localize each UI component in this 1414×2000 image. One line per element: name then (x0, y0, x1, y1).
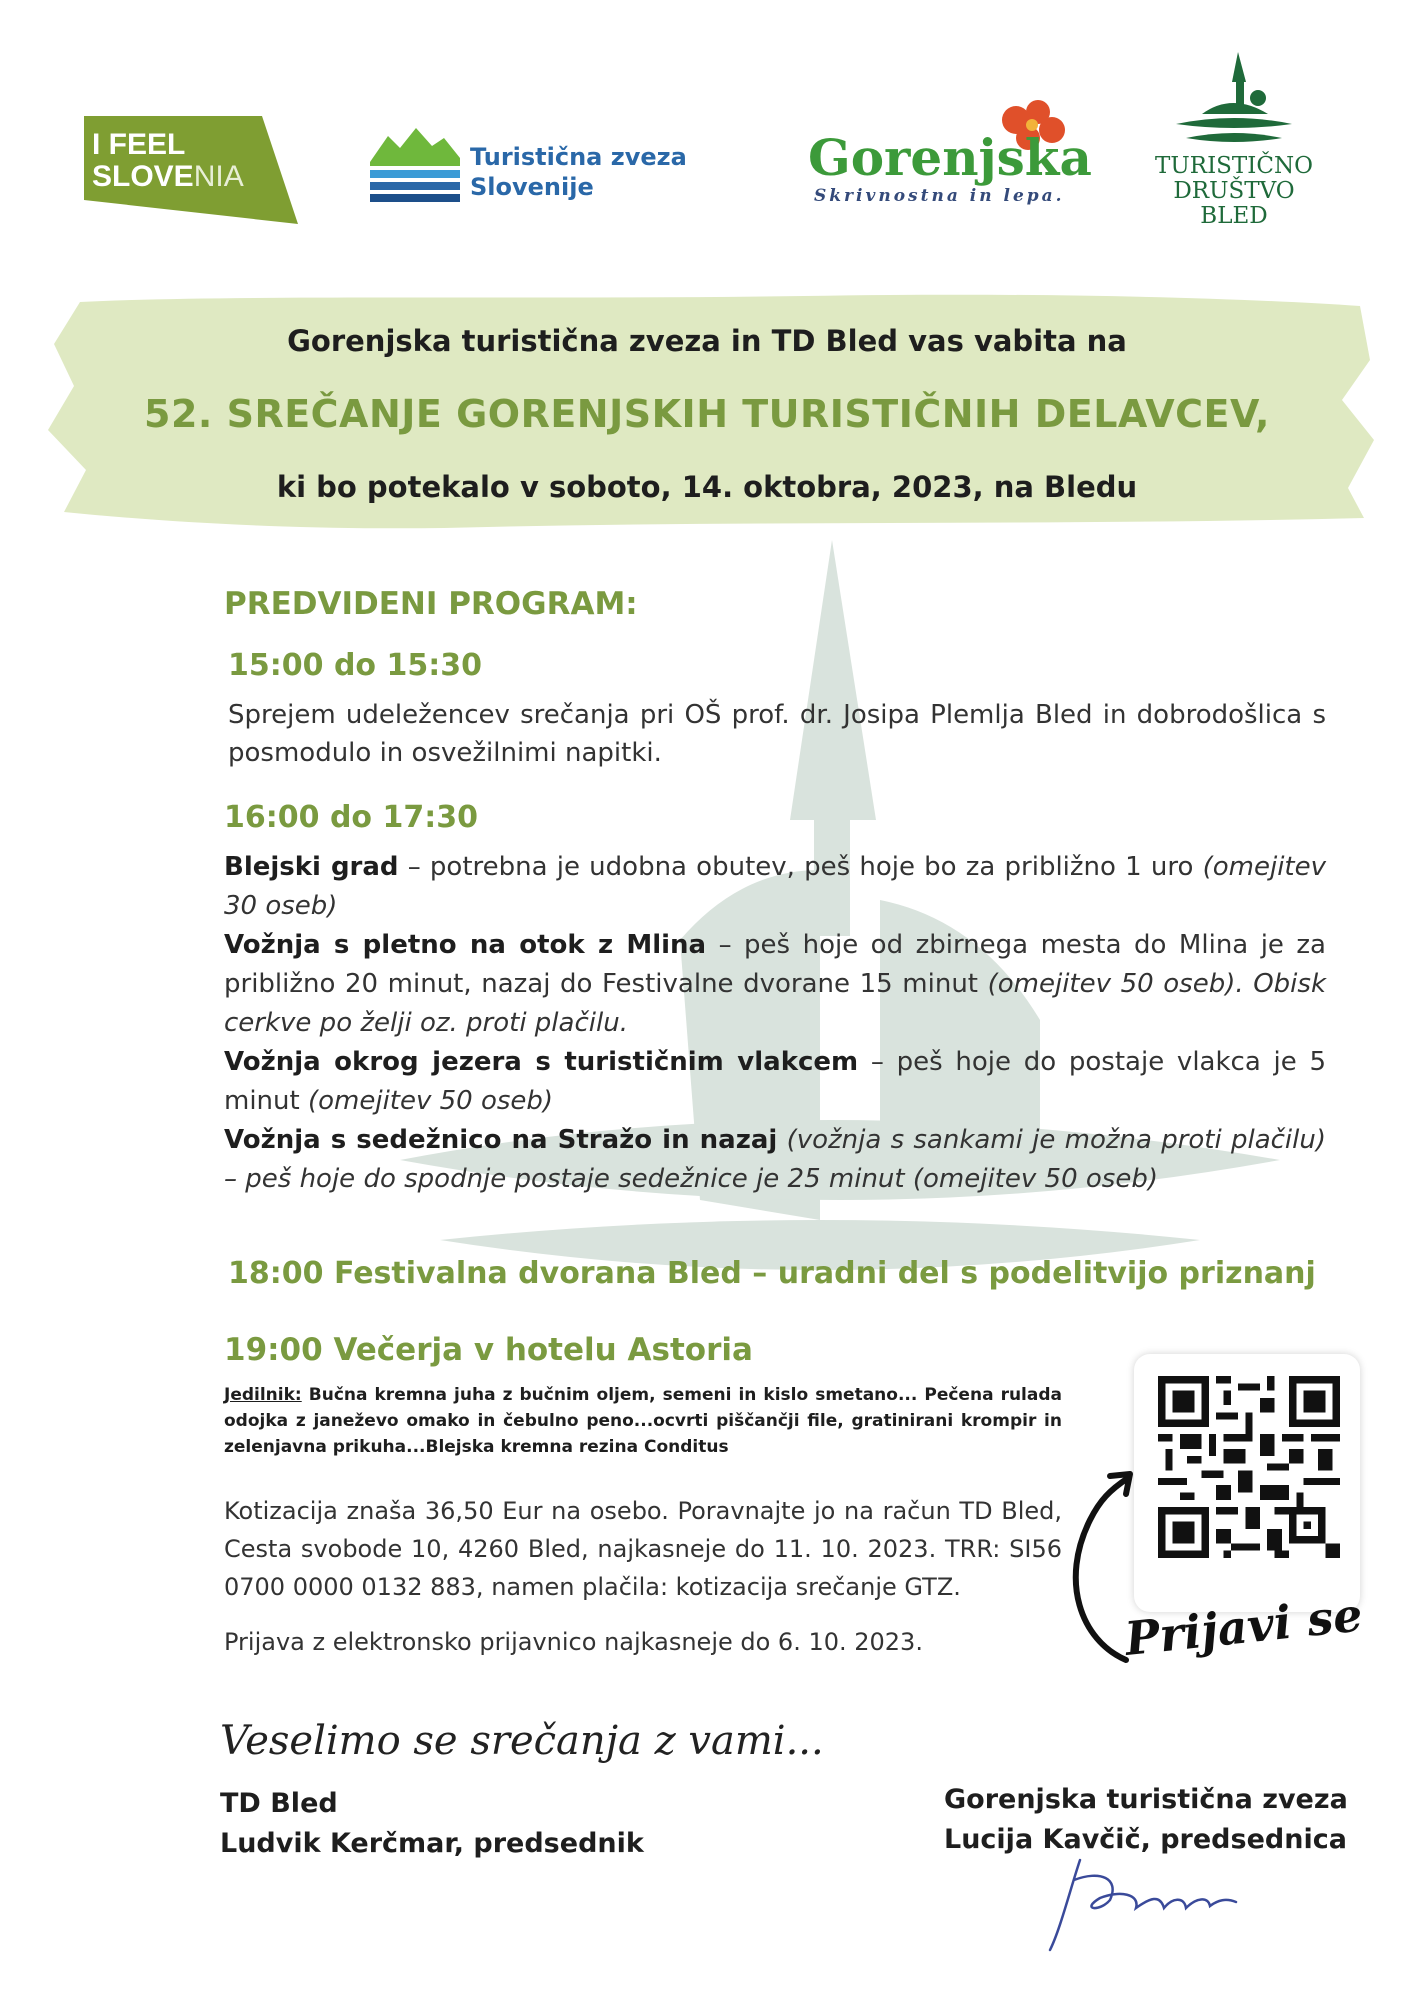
signatory-right-person: Lucija Kavčič, predsednica (944, 1824, 1347, 1855)
tzs-line2: Slovenije (470, 173, 594, 201)
svg-text:I FEEL: I FEEL (92, 128, 186, 161)
signatory-left-person: Ludvik Kerčmar, predsednik (220, 1828, 644, 1859)
activity-list (224, 848, 1326, 1199)
registration-deadline: Prijava z elektronsko prijavnico najkasneje do 6. 10. 2023. (224, 1628, 923, 1656)
time-slot-2: 16:00 do 17:30 (224, 800, 478, 835)
time-slot-1: 15:00 do 15:30 (228, 648, 482, 683)
banner-date-line: ki bo potekalo v soboto, 14. oktobra, 2023, na Bledu (276, 470, 1138, 504)
td-line3: BLED (1200, 203, 1268, 229)
dinner-menu (224, 1382, 1062, 1460)
register-link[interactable] (1122, 1587, 1388, 1686)
banner-event-title: 52. SREČANJE GORENJSKIH TURISTIČNIH DELAVCEV, (144, 392, 1270, 436)
td-line2: DRUŠTVO (1173, 178, 1295, 204)
handwritten-signature (1040, 1850, 1260, 1960)
i-feel-slovenia-logo (84, 116, 298, 224)
time-slot-4: 19:00 Večerja v hotelu Astoria (224, 1332, 753, 1368)
signatory-right (944, 1780, 1348, 1860)
activity-item: Vožnja s sedežnico na Stražo in nazaj (vožnja s sankami je možna proti plačilu) – peš hoje do spodnje postaje sedežnice je 25 minut (omejitev 50 oseb) (224, 1125, 1327, 1194)
banner-invite-line: Gorenjska turistična zveza in TD Bled vas vabita na (287, 324, 1127, 358)
gorenjska-word: Gorenjska (808, 128, 1092, 187)
time-slot-1-text: Sprejem udeležencev srečanja pri OŠ prof. dr. Josipa Plemlja Bled in dobrodošlica s posmodulo in osvežilnimi napitki. (228, 700, 1326, 768)
td-line1: TURISTIČNO (1155, 153, 1313, 179)
menu-text: Bučna kremna juha z bučnim oljem, semeni in kislo smetano... Pečena rulada odojka z janeževo omako in čebulno peno...ocvrti piščančji file, gratinirani krompir in zelenjavna prikuha...Blejska kremna rezina Conditus (224, 1385, 1062, 1457)
signatory-left (220, 1784, 644, 1864)
bled-island-icon (1172, 52, 1296, 150)
register-label: Prijavi se (1122, 1587, 1365, 1666)
tzs-line1: Turistična zveza (470, 143, 687, 171)
greeting: Veselimo se srečanja z vami... (220, 1718, 824, 1764)
turisticna-zveza-slovenije-logo (370, 126, 700, 206)
menu-label: Jedilnik: (224, 1385, 302, 1405)
time-slot-3: 18:00 Festivalna dvorana Bled – uradni del s podelitvijo priznanj (228, 1256, 1316, 1291)
activity-item: Blejski grad – potrebna je udobna obutev, peš hoje bo za približno 1 uro (omejitev 30 oseb) (224, 852, 1326, 921)
fee-info: Kotizacija znaša 36,50 Eur na osebo. Poravnajte jo na račun TD Bled, Cesta svobode 10, 4260 Bled, najkasneje do 11. 10. 2023. TRR: SI56 0700 0000 0132 883, namen plačila: kotizacija srečanje GTZ. (224, 1497, 1062, 1601)
gorenjska-tagline: Skrivnostna in lepa. (814, 186, 1065, 206)
activity-item: Vožnja okrog jezera s turističnim vlakcem – peš hoje do postaje vlakca je 5 minut (omejitev 50 oseb) (224, 1047, 1326, 1116)
gorenjska-logo (808, 98, 1092, 212)
turisticno-drustvo-bled-logo (1154, 52, 1314, 232)
svg-text:SLOVENIA: SLOVENIA (92, 160, 244, 193)
signatory-left-org: TD Bled (220, 1788, 338, 1819)
activity-item: Vožnja s pletno na otok z Mlina – peš hoje od zbirnega mesta do Mlina je za približno 20 minut, nazaj do Festivalne dvorane 15 minut (omejitev 50 oseb). Obisk cerkve po želji oz. proti plačilu. (224, 930, 1327, 1038)
qr-code-icon[interactable] (1158, 1376, 1340, 1558)
program-heading: PREDVIDENI PROGRAM: (224, 586, 638, 622)
signatory-right-org: Gorenjska turistična zveza (944, 1784, 1348, 1815)
